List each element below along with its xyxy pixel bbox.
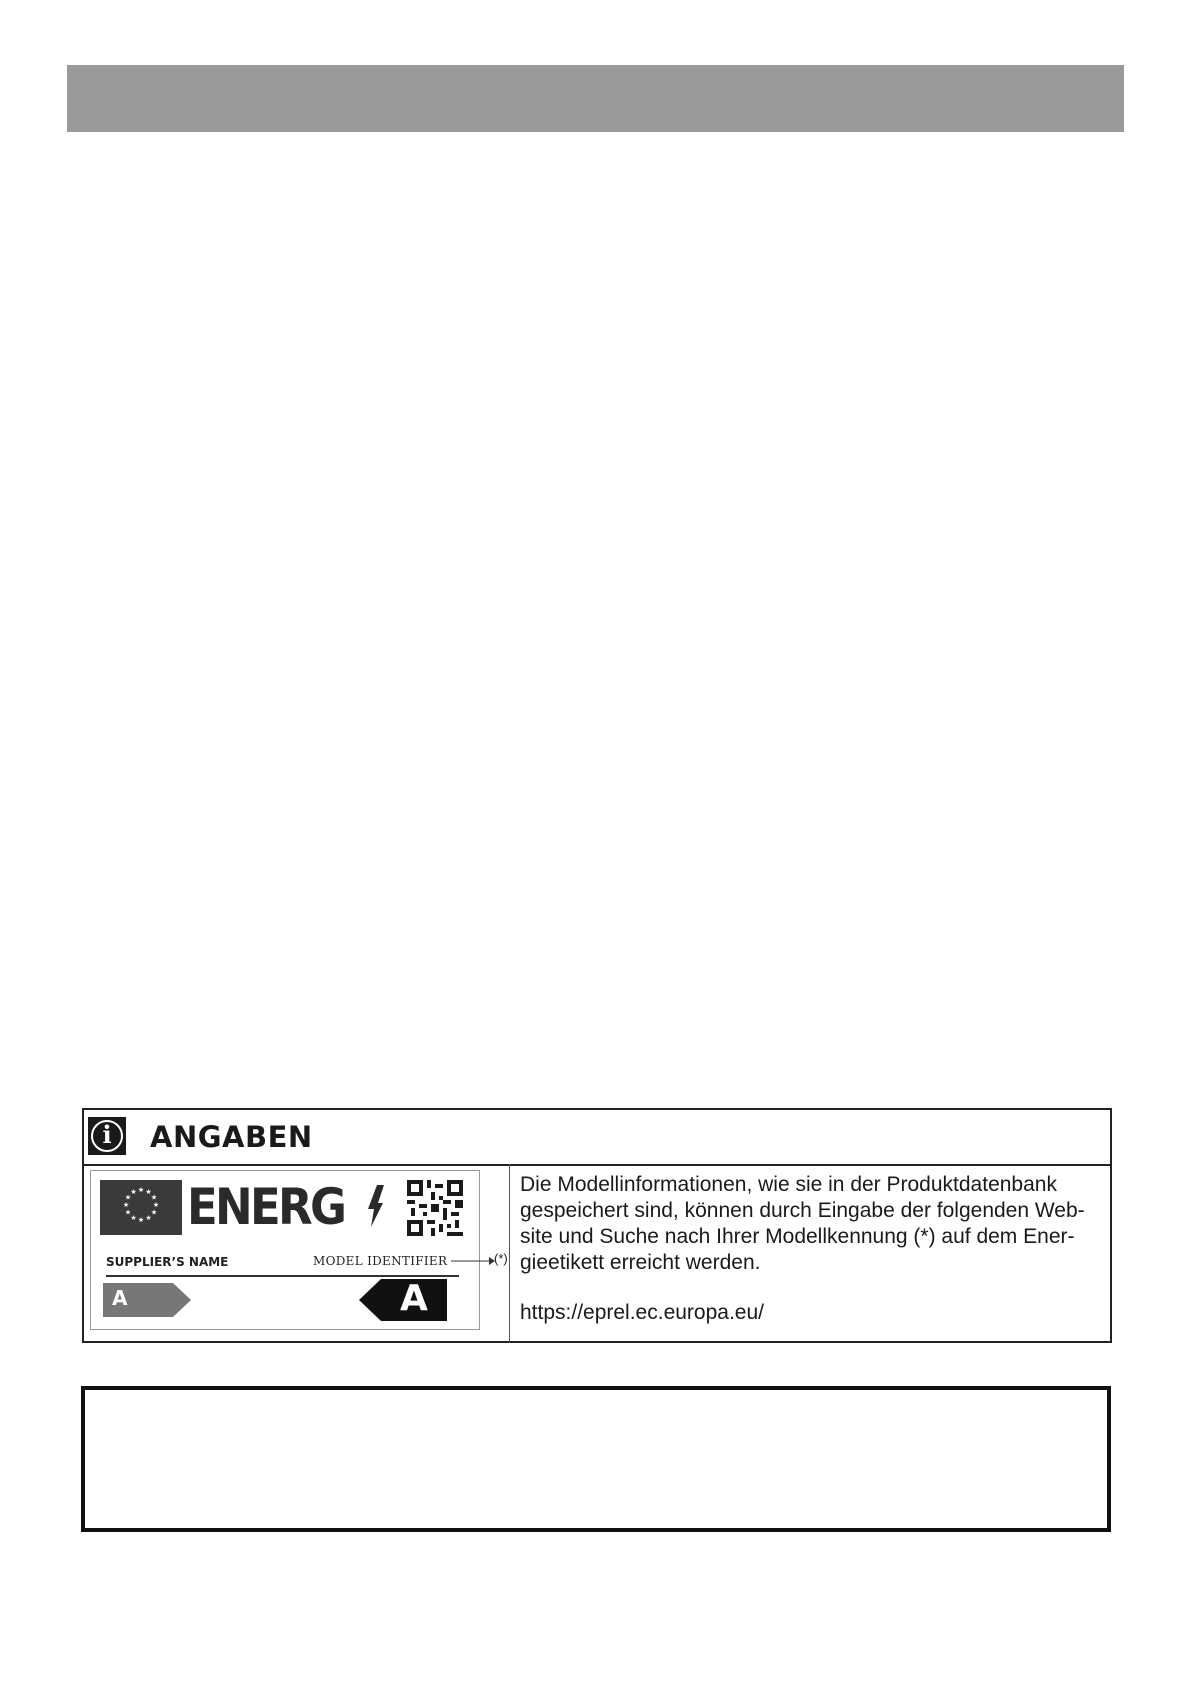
model-identifier-label: MODEL IDENTIFIER bbox=[313, 1254, 448, 1268]
info-icon-glyph: i bbox=[102, 1120, 112, 1149]
svg-text:★: ★ bbox=[130, 1214, 137, 1222]
svg-text:★: ★ bbox=[137, 1216, 145, 1224]
svg-text:★: ★ bbox=[150, 1193, 158, 1202]
energy-class-right-text: A bbox=[400, 1278, 428, 1319]
svg-text:★: ★ bbox=[145, 1188, 152, 1196]
info-panel bbox=[82, 1108, 1112, 1343]
svg-text:★: ★ bbox=[137, 1186, 145, 1194]
info-panel-header bbox=[84, 1110, 1110, 1166]
supplier-name-label: SUPPLIER’S NAME bbox=[106, 1255, 229, 1269]
info-panel-title: ANGABEN bbox=[150, 1120, 313, 1154]
svg-text:★: ★ bbox=[145, 1214, 152, 1222]
info-icon bbox=[88, 1117, 126, 1155]
svg-text:★: ★ bbox=[130, 1188, 137, 1196]
column-divider bbox=[509, 1164, 510, 1343]
eu-flag-icon bbox=[100, 1180, 182, 1235]
eprel-link[interactable]: https://eprel.ec.europa.eu/ bbox=[520, 1301, 764, 1324]
energy-class-left-text: A bbox=[112, 1286, 128, 1310]
info-description: Die Modellinformationen, wie sie in der Produktdatenbank gespeichert sind, können durch Eingabe der folgenden Web-site und Suche nach Ihrer Modellkennung (*) auf dem Ener-gieetikett erreicht werden. bbox=[520, 1173, 1085, 1274]
svg-text:★: ★ bbox=[124, 1208, 132, 1217]
svg-text:★: ★ bbox=[152, 1201, 160, 1209]
svg-text:★: ★ bbox=[122, 1201, 130, 1209]
svg-text:★: ★ bbox=[124, 1193, 132, 1202]
header-bar bbox=[67, 65, 1124, 132]
svg-text:★: ★ bbox=[150, 1208, 158, 1217]
empty-frame bbox=[81, 1386, 1111, 1532]
energy-label-example bbox=[90, 1170, 508, 1330]
lightning-bolt-icon bbox=[366, 1185, 384, 1227]
model-asterisk: (*) bbox=[494, 1251, 508, 1266]
energy-wordmark: ENERG bbox=[187, 1178, 345, 1236]
qr-code-icon bbox=[407, 1180, 463, 1236]
